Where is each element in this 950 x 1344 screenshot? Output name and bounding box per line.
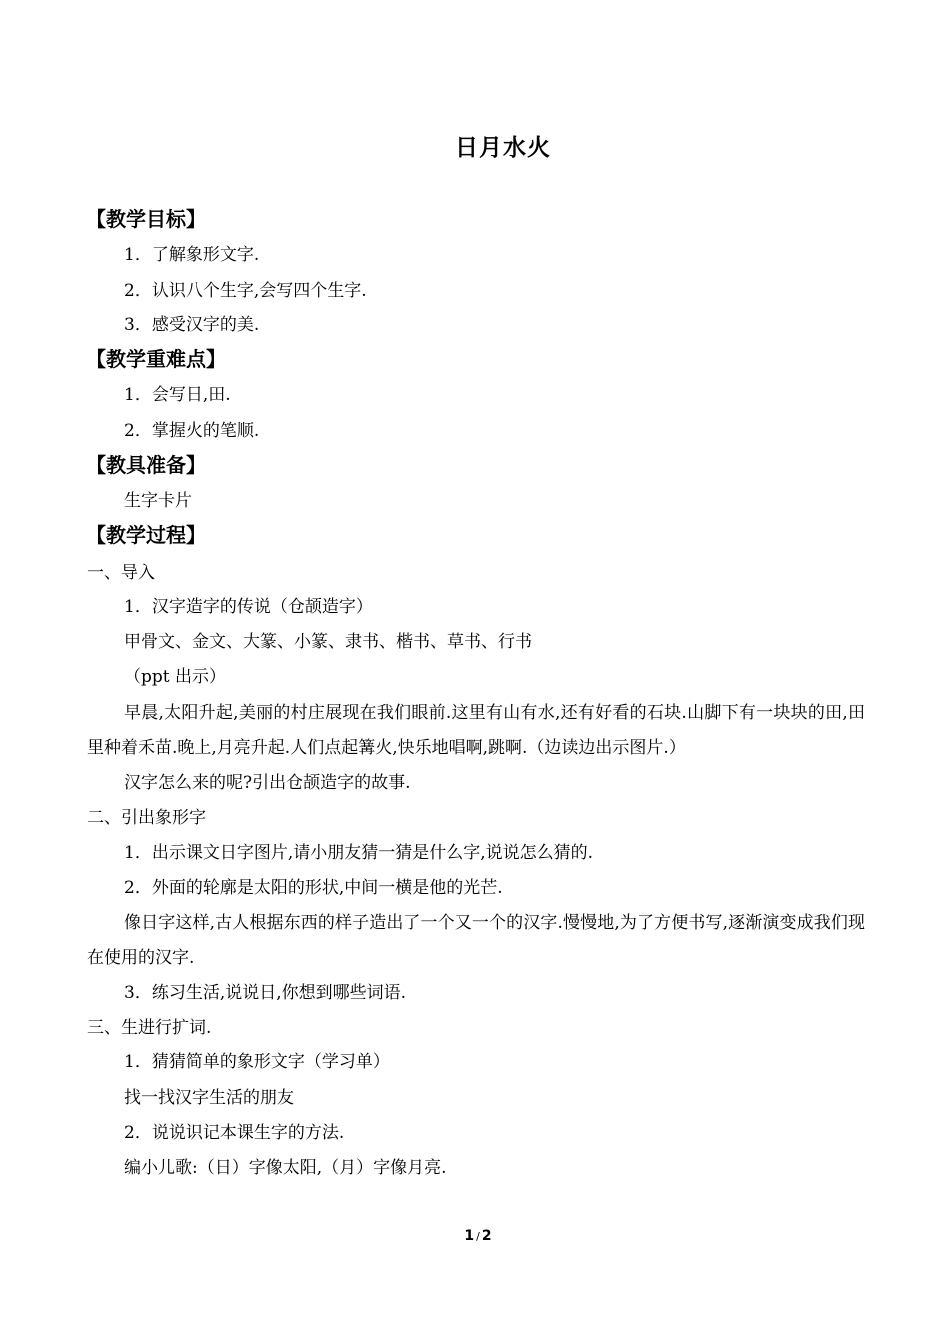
section-heading-materials: 【教具准备】 — [86, 453, 206, 477]
process-item: 2．说说识记本课生字的方法. — [124, 1123, 345, 1143]
process-line: 甲骨文、金文、大篆、小篆、隶书、楷书、草书、行书 — [124, 632, 532, 652]
section-heading-objectives: 【教学目标】 — [86, 207, 206, 231]
key-point-item: 2．掌握火的笔顺. — [124, 421, 260, 441]
page-total: 2 — [481, 1228, 492, 1244]
page-current: 1 — [464, 1228, 475, 1244]
material-item: 生字卡片 — [124, 491, 192, 511]
process-line: （ppt 出示） — [124, 667, 226, 687]
page-separator: / — [476, 1230, 480, 1243]
process-part-title: 二、引出象形字 — [87, 808, 206, 828]
process-item: 1．汉字造字的传说（仓颉造字） — [124, 597, 373, 617]
key-point-item: 1．会写日,田. — [124, 385, 231, 405]
objective-item: 2．认识八个生字,会写四个生字. — [124, 281, 367, 301]
section-heading-process: 【教学过程】 — [86, 523, 206, 547]
page-number — [0, 1226, 950, 1247]
process-item: 2．外面的轮廓是太阳的形状,中间一横是他的光芒. — [124, 878, 503, 898]
section-heading-key-points: 【教学重难点】 — [86, 347, 226, 371]
document-title: 日月水火 — [455, 135, 551, 161]
process-paragraph: 早晨,太阳升起,美丽的村庄展现在我们眼前.这里有山有水,还有好看的石块.山脚下有一块块的田,田里种着禾苗.晚上,月亮升起.人们点起篝火,快乐地唱啊,跳啊.（边读边出示图片.） — [87, 703, 865, 758]
process-line: 找一找汉字生活的朋友 — [124, 1088, 294, 1108]
process-part-title: 一、导入 — [87, 563, 155, 583]
process-item: 1．猜猜简单的象形文字（学习单） — [124, 1052, 390, 1072]
process-item: 1．出示课文日字图片,请小朋友猜一猜是什么字,说说怎么猜的. — [124, 843, 594, 863]
process-line: 汉字怎么来的呢?引出仓颉造字的故事. — [124, 773, 411, 793]
objective-item: 1．了解象形文字. — [124, 245, 260, 265]
process-item: 3．练习生活,说说日,你想到哪些词语. — [124, 983, 407, 1003]
process-line: 编小儿歌:（日）字像太阳,（月）字像月亮. — [124, 1158, 447, 1178]
objective-item: 3．感受汉字的美. — [124, 315, 260, 335]
process-part-title: 三、生进行扩词. — [87, 1018, 212, 1038]
process-paragraph: 像日字这样,古人根据东西的样子造出了一个又一个的汉字.慢慢地,为了方便书写,逐渐演变成我们现在使用的汉字. — [87, 913, 865, 968]
